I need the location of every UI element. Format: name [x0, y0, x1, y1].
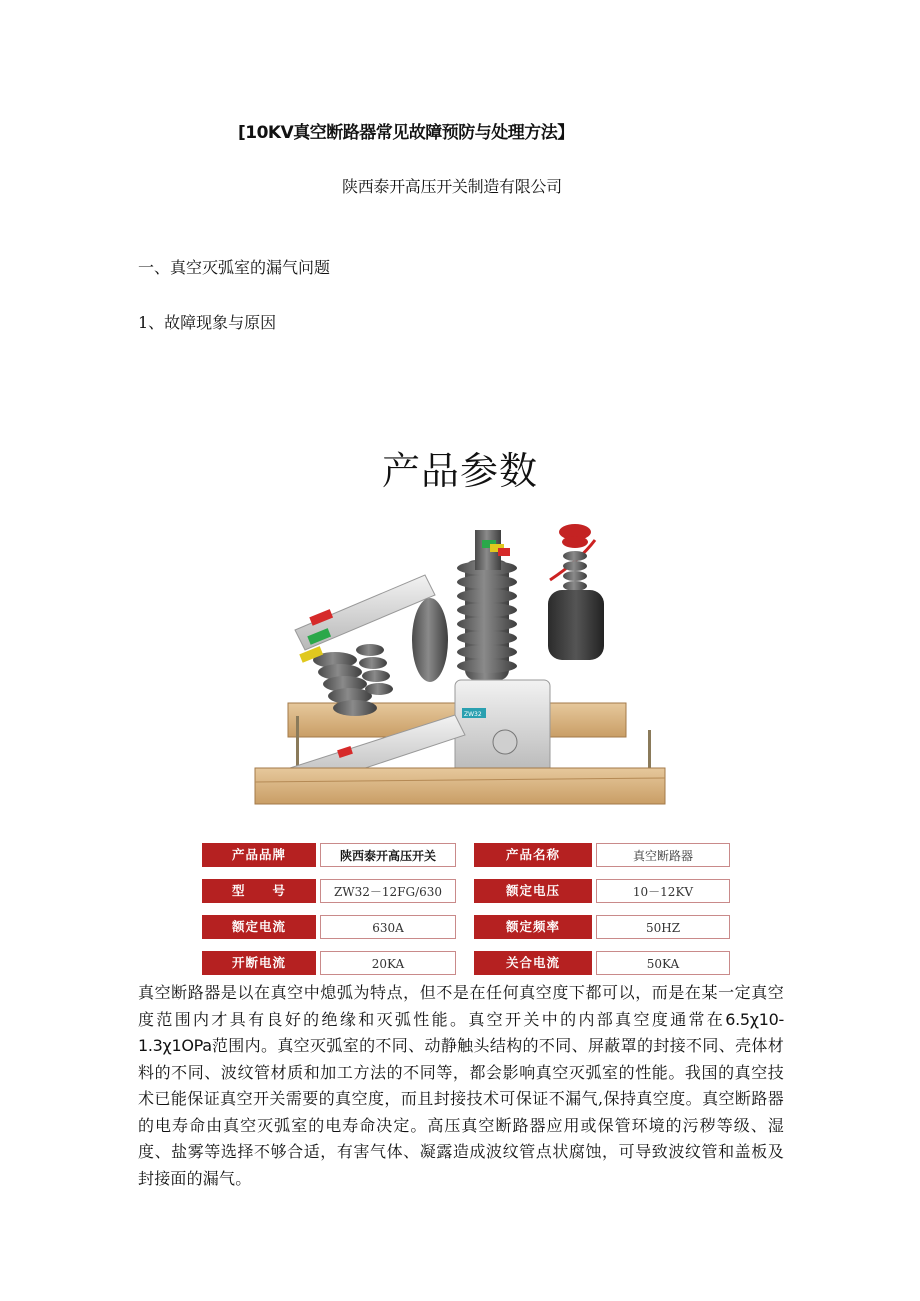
spec-value: 50KA — [596, 951, 730, 975]
spec-row — [202, 879, 730, 903]
document-title: [10KV真空断路器常见故障预防与处理方法】 — [238, 123, 574, 143]
spec-label: 额定电流 — [202, 915, 316, 939]
front-wood-beam — [255, 768, 665, 804]
spec-table — [202, 843, 730, 975]
spec-label: 额定频率 — [474, 915, 592, 939]
subsection-heading: 1、故障现象与原因 — [138, 313, 277, 332]
spec-label: 产品名称 — [474, 843, 592, 867]
spec-label: 产品品牌 — [202, 843, 316, 867]
spec-value: 20KA — [320, 951, 456, 975]
spec-label: 型 号 — [202, 879, 316, 903]
product-photo — [250, 520, 670, 805]
spec-label: 开断电流 — [202, 951, 316, 975]
section-heading: 一、真空灭弧室的漏气问题 — [138, 258, 331, 277]
body-label-text: ZW32 — [464, 711, 482, 718]
spec-value: 真空断路器 — [596, 843, 730, 867]
body-paragraph — [138, 980, 784, 1192]
spec-label: 额定电压 — [474, 879, 592, 903]
middle-disc — [412, 598, 448, 682]
spec-value: 630A — [320, 915, 456, 939]
breaker-body — [455, 680, 550, 775]
spec-row — [202, 951, 730, 975]
operating-hub — [493, 730, 517, 754]
spec-value: 10－12KV — [596, 879, 730, 903]
spec-value: 陕西泰开高压开关 — [320, 843, 456, 867]
spec-row — [202, 915, 730, 939]
vacuum-pressure-value: 6.5χ10-1.3χ1OPa — [138, 1009, 784, 1055]
params-title: 产品参数 — [381, 449, 538, 493]
company-name: 陕西泰开高压开关制造有限公司 — [342, 177, 562, 196]
spec-label: 关合电流 — [474, 951, 592, 975]
paragraph-part-2: 范围内。真空灭弧室的不同、动静触头结构的不同、屏蔽罩的封接不同、壳体材料的不同、波纹管材质和加工方法的不同等，都会影响真空灭弧室的性能。我国的真空技术已能保证真空开关需要的真空度，而且封接技术可保证不漏气,保持真空度。真空断路器的电寿命由真空灭弧室的电寿命决定。高压真空断路器应用或保管环境的污秽等级、湿度、盐雾等选择不够合适，有害气体、凝露造成波纹管点状腐蚀，可导致波纹管和盖板及封接面的漏气。 — [138, 1036, 784, 1188]
central-columns — [457, 530, 517, 680]
spec-value: ZW32－12FG/630 — [320, 879, 456, 903]
spec-value: 50HZ — [596, 915, 730, 939]
current-transformer — [548, 524, 604, 660]
paragraph-part-1: 真空断路器是以在真空中熄弧为特点，但不是在任何真空度下都可以，而是在某一定真空度范围内才具有良好的绝缘和灭弧性能。真空开关中的内部真空度通常在 — [138, 983, 784, 1029]
spec-row — [202, 843, 730, 867]
